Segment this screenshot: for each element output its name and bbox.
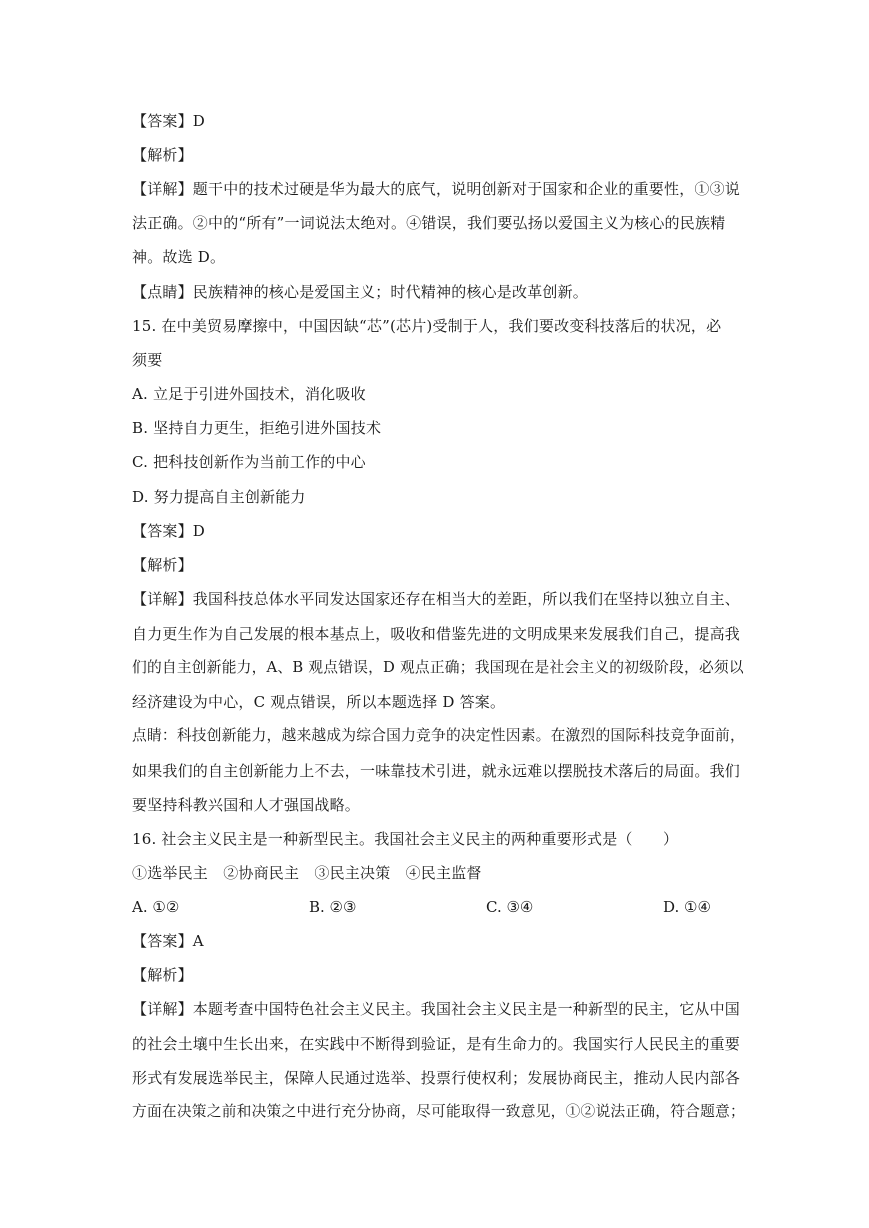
q15-option-c: C. 把科技创新作为当前工作的中心 — [132, 453, 366, 471]
q15-detail-line-1: 【详解】我国科技总体水平同发达国家还存在相当大的差距，所以我们在坚持以独立自主、 — [132, 590, 741, 608]
q16-analysis-heading: 【解析】 — [132, 966, 193, 984]
q15-tip-line-1: 点睛：科技创新能力，越来越成为综合国力竞争的决定性因素。在激烈的国际科技竞争面前， — [132, 727, 745, 744]
q16-stem: 16. 社会主义民主是一种新型民主。我国社会主义民主的两种重要形式是（ ） — [132, 830, 679, 848]
q15-detail-line-3: 们的自主创新能力，A、B 观点错误，D 观点正确；我国现在是社会主义的初级阶段，必须以 — [132, 659, 744, 676]
q15-detail-line-2: 自力更生作为自己发展的根本基点上，吸收和借鉴先进的文明成果来发展我们自己，提高我 — [132, 625, 741, 643]
q16-option-b: B. ②③ — [309, 898, 357, 916]
q16-option-c: C. ③④ — [486, 898, 534, 916]
q15-option-d: D. 努力提高自主创新能力 — [132, 488, 306, 506]
q16-detail-line-2: 的社会土壤中生长出来，在实践中不断得到验证，是有生命力的。我国实行人民民主的重要 — [132, 1035, 741, 1053]
q14-detail-line-1: 【详解】题干中的技术过硬是华为最大的底气，说明创新对于国家和企业的重要性，①③说 — [132, 180, 741, 198]
q15-option-a: A. 立足于引进外国技术，消化吸收 — [132, 385, 366, 403]
q14-tip: 【点睛】民族精神的核心是爱国主义；时代精神的核心是改革创新。 — [132, 283, 589, 301]
q16-answer: 【答案】A — [132, 932, 204, 950]
q15-tip-line-3: 要坚持科教兴国和人才强国战略。 — [132, 796, 361, 814]
q16-option-a: A. ①② — [132, 898, 180, 916]
q16-detail-line-4: 方面在决策之前和决策之中进行充分协商，尽可能取得一致意见，①②说法正确，符合题意； — [132, 1103, 745, 1120]
q16-items: ①选举民主 ②协商民主 ③民主决策 ④民主监督 — [132, 864, 482, 882]
q15-tip-line-2: 如果我们的自主创新能力上不去，一味靠技术引进，就永远难以摆脱技术落后的局面。我们 — [132, 762, 741, 780]
q16-detail-line-3: 形式有发展选举民主，保障人民通过选举、投票行使权利；发展协商民主，推动人民内部各 — [132, 1069, 741, 1087]
q14-analysis-heading: 【解析】 — [132, 146, 193, 164]
q15-stem-line-2: 须要 — [132, 351, 163, 369]
q15-option-b: B. 坚持自力更生，拒绝引进外国技术 — [132, 419, 382, 437]
q14-detail-line-2: 法正确。②中的“所有”一词说法太绝对。④错误，我们要弘扬以爱国主义为核心的民族精 — [132, 214, 726, 232]
q15-detail-line-4: 经济建设为中心，C 观点错误，所以本题选择 D 答案。 — [132, 693, 506, 711]
q15-stem-line-1: 15. 在中美贸易摩擦中，中国因缺“芯”(芯片)受制于人，我们要改变科技落后的状况，必 — [132, 317, 722, 335]
q16-option-d: D. ①④ — [663, 898, 711, 916]
q16-detail-line-1: 【详解】本题考查中国特色社会主义民主。我国社会主义民主是一种新型的民主，它从中国 — [132, 1000, 741, 1018]
q14-detail-line-3: 神。故选 D。 — [132, 248, 226, 266]
q15-answer: 【答案】D — [132, 522, 206, 540]
q14-answer: 【答案】D — [132, 112, 206, 130]
q15-analysis-heading: 【解析】 — [132, 556, 193, 574]
